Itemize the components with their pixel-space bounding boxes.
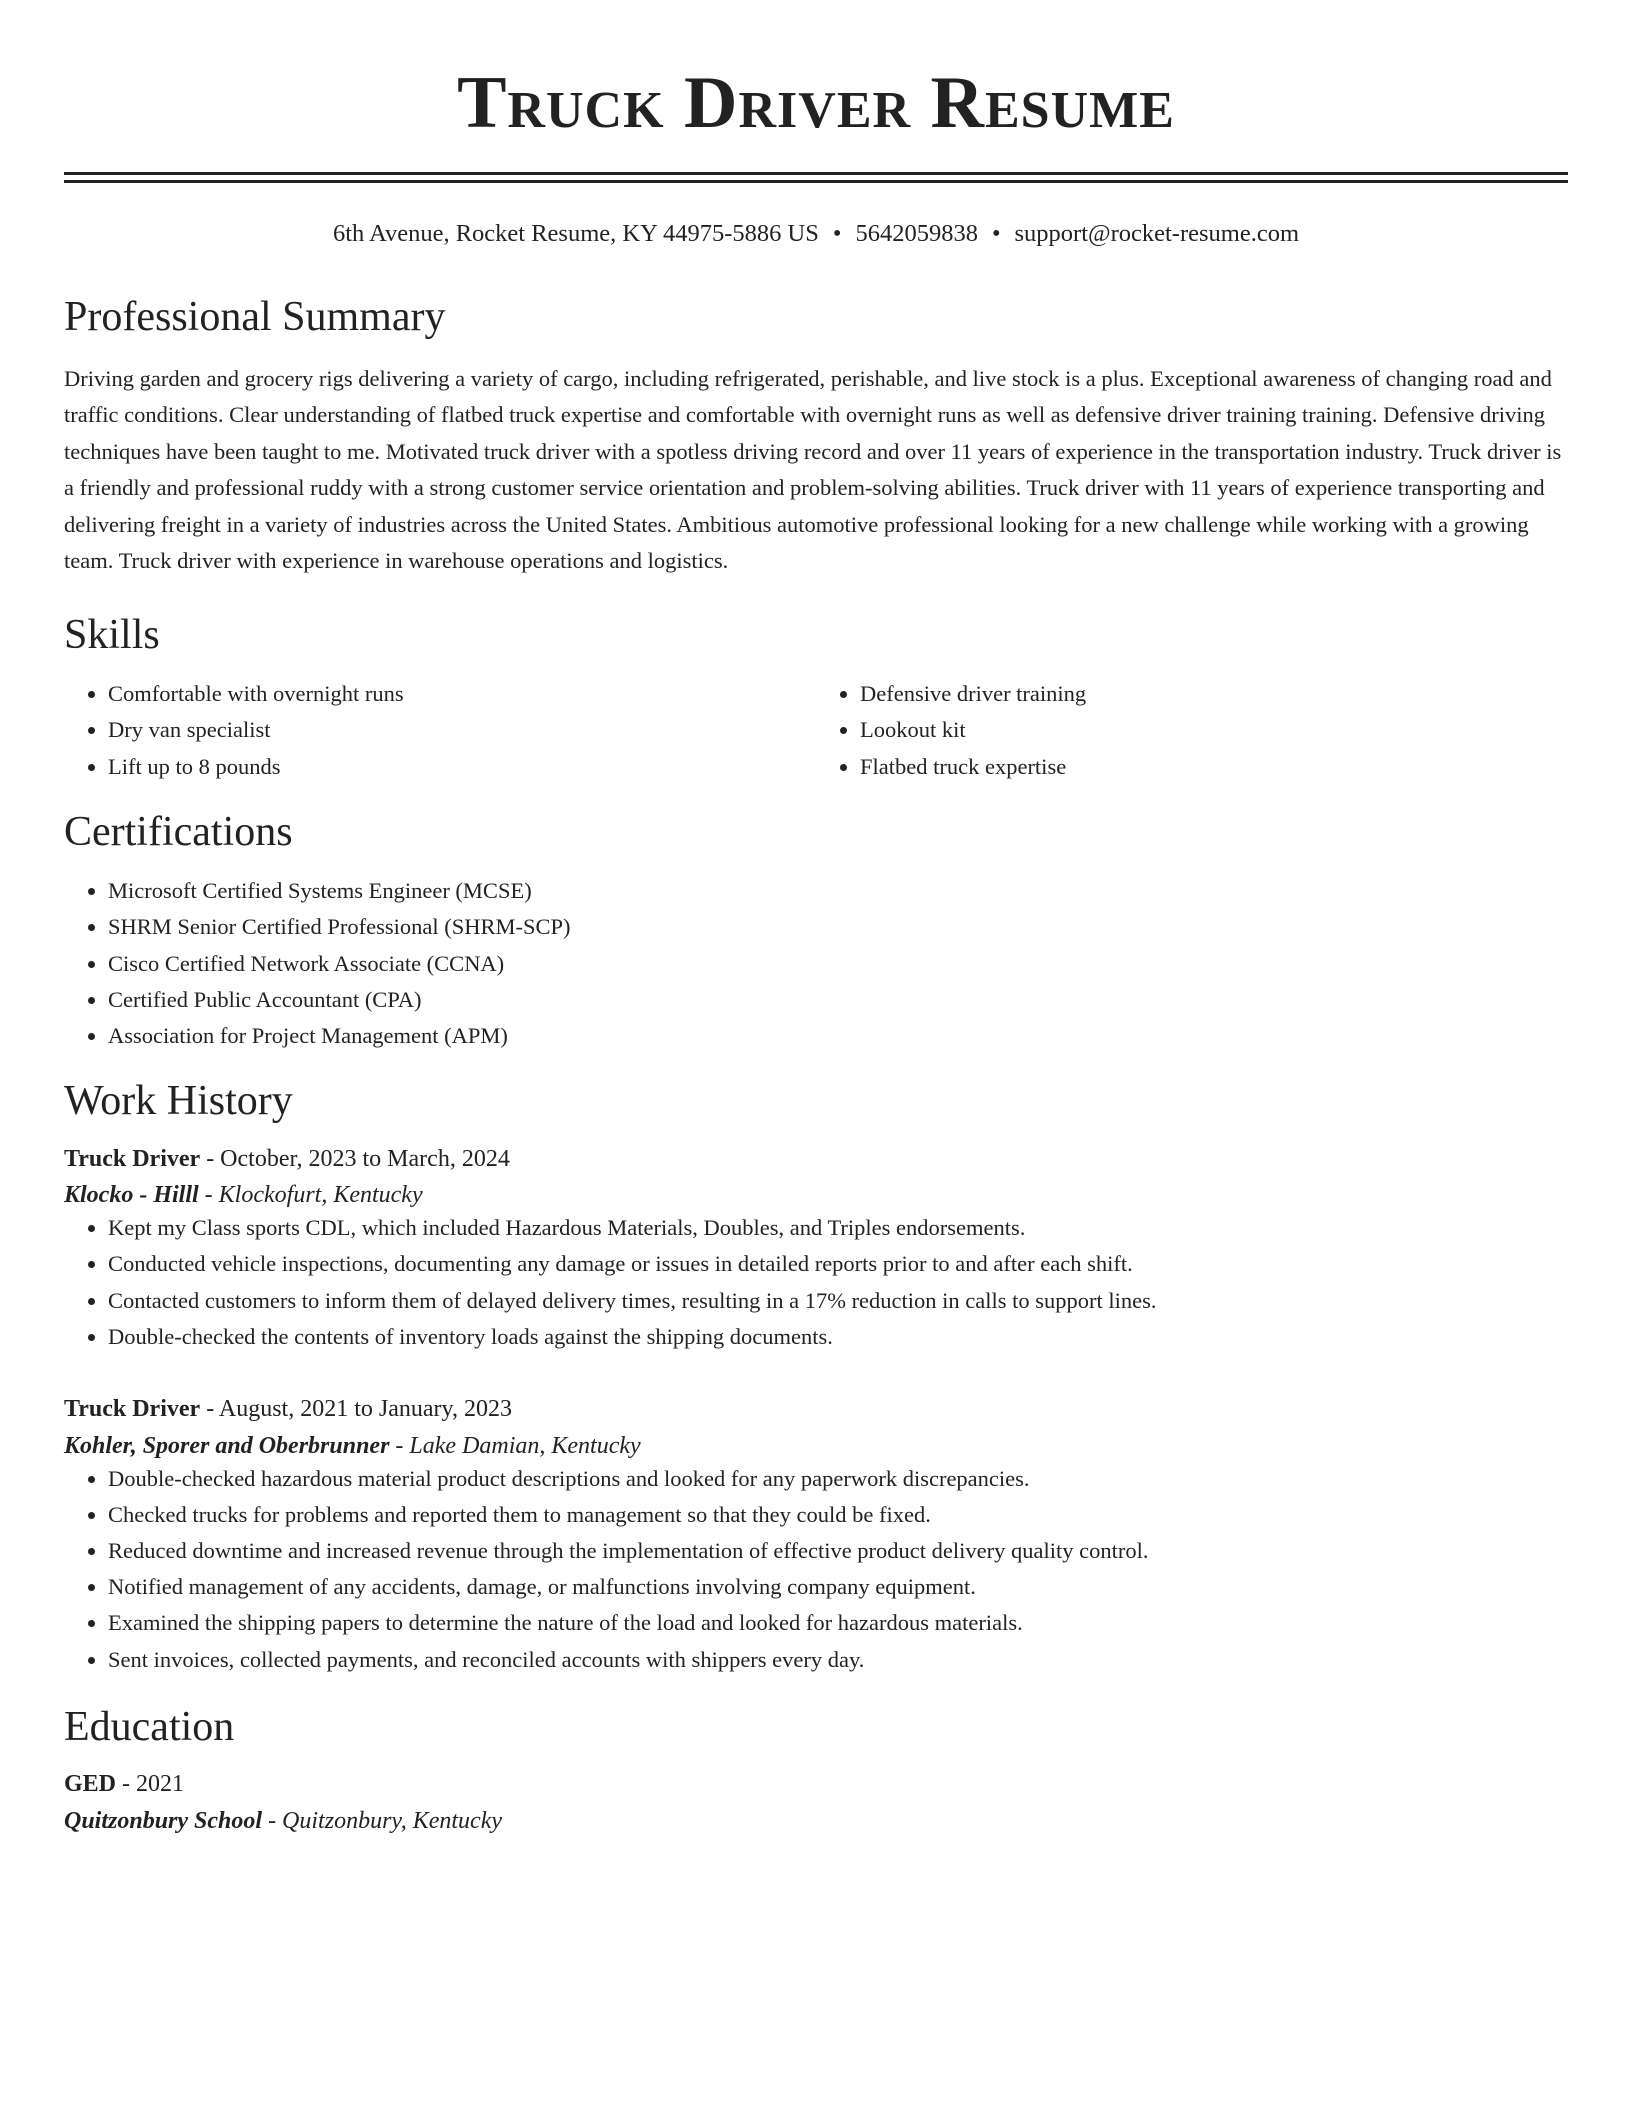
section-heading-summary: Professional Summary xyxy=(64,294,446,341)
job-duty: • Double-checked hazardous material product descriptions and looked for any paperwork discrepancies. xyxy=(108,1461,1568,1497)
job-duty: • Examined the shipping papers to determine the nature of the load and looked for hazardous materials. xyxy=(108,1605,1568,1641)
education-school: Quitzonbury School xyxy=(64,1807,263,1834)
contact-phone: 5642059838 xyxy=(855,220,978,247)
skills-columns xyxy=(64,676,1568,785)
job-company-line xyxy=(64,1181,1568,1210)
job-title-line xyxy=(64,1145,1568,1174)
job-duties-list xyxy=(64,1461,1568,1678)
job-duty: • Double-checked the contents of inventory loads against the shipping documents. xyxy=(108,1319,1568,1355)
job-title: Truck Driver xyxy=(64,1395,201,1422)
certification-item: • Microsoft Certified Systems Engineer (MCSE) xyxy=(108,873,1568,909)
summary-paragraph: Driving garden and grocery rigs delivering a variety of cargo, including refrigerated, perishable, and live stock is a plus. Exceptional awareness of changing road and traffic conditions. Clear understanding of flatbed truck expertise and comfortable with overnight runs as well as defensive driver training training. Defensive driving techniques have been taught to me. Motivated truck driver with a spotless driving record and over 11 years of experience in the transportation industry. Truck driver is a friendly and professional ruddy with a strong customer service orientation and problem-solving abilities. Truck driver with 11 years of experience transporting and delivering freight in a variety of industries across the United States. Ambitious automotive professional looking for a new challenge while working with a growing team. Truck driver with experience in warehouse operations and logistics. xyxy=(64,365,1562,574)
job-duty: • Contacted customers to inform them of delayed delivery times, resulting in a 17% reduction in calls to support lines. xyxy=(108,1283,1568,1319)
education-year: - 2021 xyxy=(116,1771,185,1798)
job-duty: • Conducted vehicle inspections, documenting any damage or issues in detailed reports prior to and after each shift. xyxy=(108,1246,1568,1282)
education-degree-line xyxy=(64,1770,1568,1799)
skill-item: • Comfortable with overnight runs xyxy=(108,676,816,712)
section-heading-education: Education xyxy=(64,1703,235,1750)
title-double-rule xyxy=(64,172,1568,183)
job-dates: - October, 2023 to March, 2024 xyxy=(200,1145,510,1172)
job-duty: • Sent invoices, collected payments, and reconciled accounts with shippers every day. xyxy=(108,1642,1568,1678)
job-location: - Klockofurt, Kentucky xyxy=(198,1182,423,1209)
resume-title: Truck Driver Resume xyxy=(457,62,1175,144)
job-entry xyxy=(64,1145,1568,1355)
section-heading-work-history: Work History xyxy=(64,1078,293,1125)
skills-list-right xyxy=(816,676,1568,785)
job-title-line xyxy=(64,1395,1568,1424)
contact-separator: • xyxy=(832,220,842,247)
job-company: Klocko - Hilll xyxy=(64,1182,199,1209)
certifications-list xyxy=(64,873,1568,1054)
education-school-line xyxy=(64,1807,1568,1836)
job-location: - Lake Damian, Kentucky xyxy=(389,1432,641,1459)
job-duties-list xyxy=(64,1210,1568,1355)
education-location: - Quitzonbury, Kentucky xyxy=(262,1807,503,1834)
certification-item: • Association for Project Management (APM) xyxy=(108,1018,1568,1054)
skill-item: • Lift up to 8 pounds xyxy=(108,749,816,785)
skill-item: • Dry van specialist xyxy=(108,712,816,748)
skill-item: • Lookout kit xyxy=(860,712,1568,748)
job-duty: • Checked trucks for problems and reported them to management so that they could be fixed. xyxy=(108,1497,1568,1533)
job-title: Truck Driver xyxy=(64,1145,201,1172)
contact-address: 6th Avenue, Rocket Resume, KY 44975-5886 US xyxy=(332,220,819,247)
contact-email: support@rocket-resume.com xyxy=(1014,220,1300,247)
skill-item: • Flatbed truck expertise xyxy=(860,749,1568,785)
job-duty: • Reduced downtime and increased revenue through the implementation of effective product delivery quality control. xyxy=(108,1533,1568,1569)
skills-list-left xyxy=(64,676,816,785)
job-company: Kohler, Sporer and Oberbrunner xyxy=(64,1432,390,1459)
job-company-line xyxy=(64,1432,1568,1461)
job-dates: - August, 2021 to January, 2023 xyxy=(200,1395,512,1422)
contact-separator: • xyxy=(991,220,1001,247)
certification-item: • Certified Public Accountant (CPA) xyxy=(108,982,1568,1018)
section-heading-skills: Skills xyxy=(64,611,160,658)
skill-item: • Defensive driver training xyxy=(860,676,1568,712)
certification-item: • SHRM Senior Certified Professional (SHRM-SCP) xyxy=(108,909,1568,945)
section-heading-certifications: Certifications xyxy=(64,808,293,855)
contact-line xyxy=(64,219,1568,248)
job-duty: • Kept my Class sports CDL, which included Hazardous Materials, Doubles, and Triples endorsements. xyxy=(108,1210,1568,1246)
certification-item: • Cisco Certified Network Associate (CCNA) xyxy=(108,946,1568,982)
job-entry xyxy=(64,1395,1568,1678)
job-duty: • Notified management of any accidents, damage, or malfunctions involving company equipment. xyxy=(108,1569,1568,1605)
education-degree: GED xyxy=(64,1771,117,1798)
